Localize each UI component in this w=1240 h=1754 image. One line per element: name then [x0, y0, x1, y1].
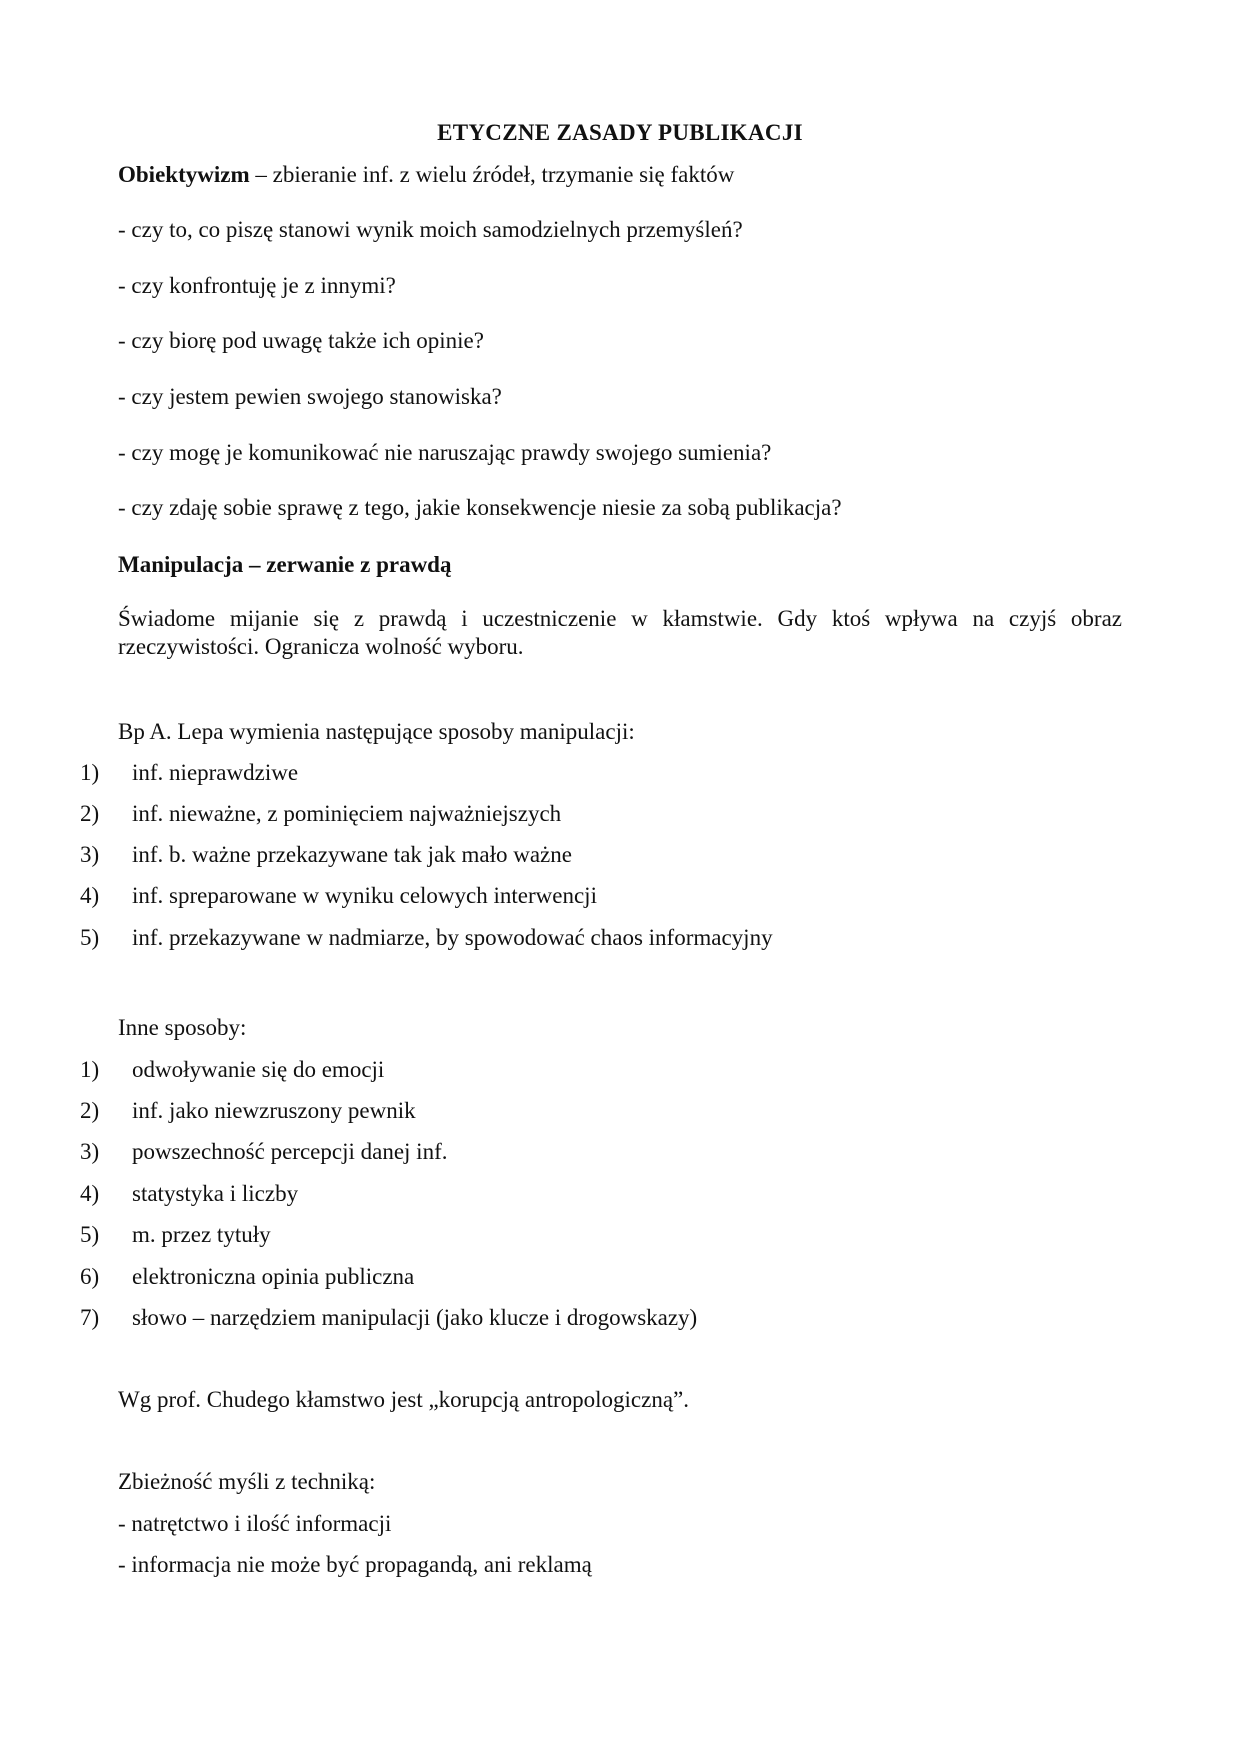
question-item: - czy jestem pewien swojego stanowiska? — [118, 384, 502, 409]
objectivism-definition — [118, 163, 734, 186]
list-item: inf. spreparowane w wyniku celowych interwencji — [132, 883, 597, 908]
list-item: inf. nieważne, z pominięciem najważniejszych — [132, 801, 562, 826]
list-item: inf. przekazywane w nadmiarze, by spowodować chaos informacyjny — [132, 925, 773, 950]
list-item: inf. nieprawdziwe — [132, 760, 299, 785]
question-item: - czy biorę pod uwagę także ich opinie? — [118, 328, 484, 353]
other-intro: Inne sposoby: — [118, 1015, 247, 1040]
list-number: 7) — [80, 1305, 100, 1330]
question-item: - czy zdaję sobie sprawę z tego, jakie konsekwencje niesie za sobą publikacja? — [118, 495, 842, 520]
objectivism-definition-text: – zbieranie inf. z wielu źródeł, trzymanie się faktów — [249, 162, 735, 187]
convergence-point: - informacja nie może być propagandą, ani reklamą — [118, 1552, 592, 1577]
list-item: słowo – narzędziem manipulacji (jako klucze i drogowskazy) — [132, 1305, 698, 1330]
list-item: statystyka i liczby — [132, 1181, 299, 1206]
lepa-intro: Bp A. Lepa wymienia następujące sposoby manipulacji: — [118, 719, 635, 744]
list-item: m. przez tytuły — [132, 1222, 271, 1247]
manipulation-paragraph: Świadome mijanie się z prawdą i uczestniczenie w kłamstwie. Gdy ktoś wpływa na czyjś obraz rzeczywistości. Ogranicza wolność wyboru. — [118, 606, 1122, 659]
list-number: 5) — [80, 925, 100, 950]
question-item: - czy konfrontuję je z innymi? — [118, 273, 396, 298]
list-item: odwoływanie się do emocji — [132, 1057, 385, 1082]
manipulation-heading: Manipulacja – zerwanie z prawdą — [118, 552, 452, 577]
list-number: 4) — [80, 883, 100, 908]
objectivism-term: Obiektywizm — [118, 162, 250, 187]
list-number: 1) — [80, 760, 100, 785]
chudy-quote: Wg prof. Chudego kłamstwo jest „korupcją antropologiczną”. — [118, 1387, 690, 1412]
list-number: 3) — [80, 1139, 100, 1164]
page-title: ETYCZNE ZASADY PUBLIKACJI — [437, 120, 803, 145]
list-item: inf. b. ważne przekazywane tak jak mało ważne — [132, 842, 572, 867]
question-item: - czy to, co piszę stanowi wynik moich samodzielnych przemyśleń? — [118, 217, 743, 242]
list-item: inf. jako niewzruszony pewnik — [132, 1098, 416, 1123]
list-number: 5) — [80, 1222, 100, 1247]
list-number: 6) — [80, 1264, 100, 1289]
list-item: powszechność percepcji danej inf. — [132, 1139, 448, 1164]
list-number: 4) — [80, 1181, 100, 1206]
list-number: 2) — [80, 801, 100, 826]
convergence-point: - natrętctwo i ilość informacji — [118, 1511, 392, 1536]
list-item: elektroniczna opinia publiczna — [132, 1264, 415, 1289]
convergence-intro: Zbieżność myśli z techniką: — [118, 1469, 376, 1494]
list-number: 1) — [80, 1057, 100, 1082]
list-number: 3) — [80, 842, 100, 867]
list-number: 2) — [80, 1098, 100, 1123]
question-item: - czy mogę je komunikować nie naruszając prawdy swojego sumienia? — [118, 440, 772, 465]
